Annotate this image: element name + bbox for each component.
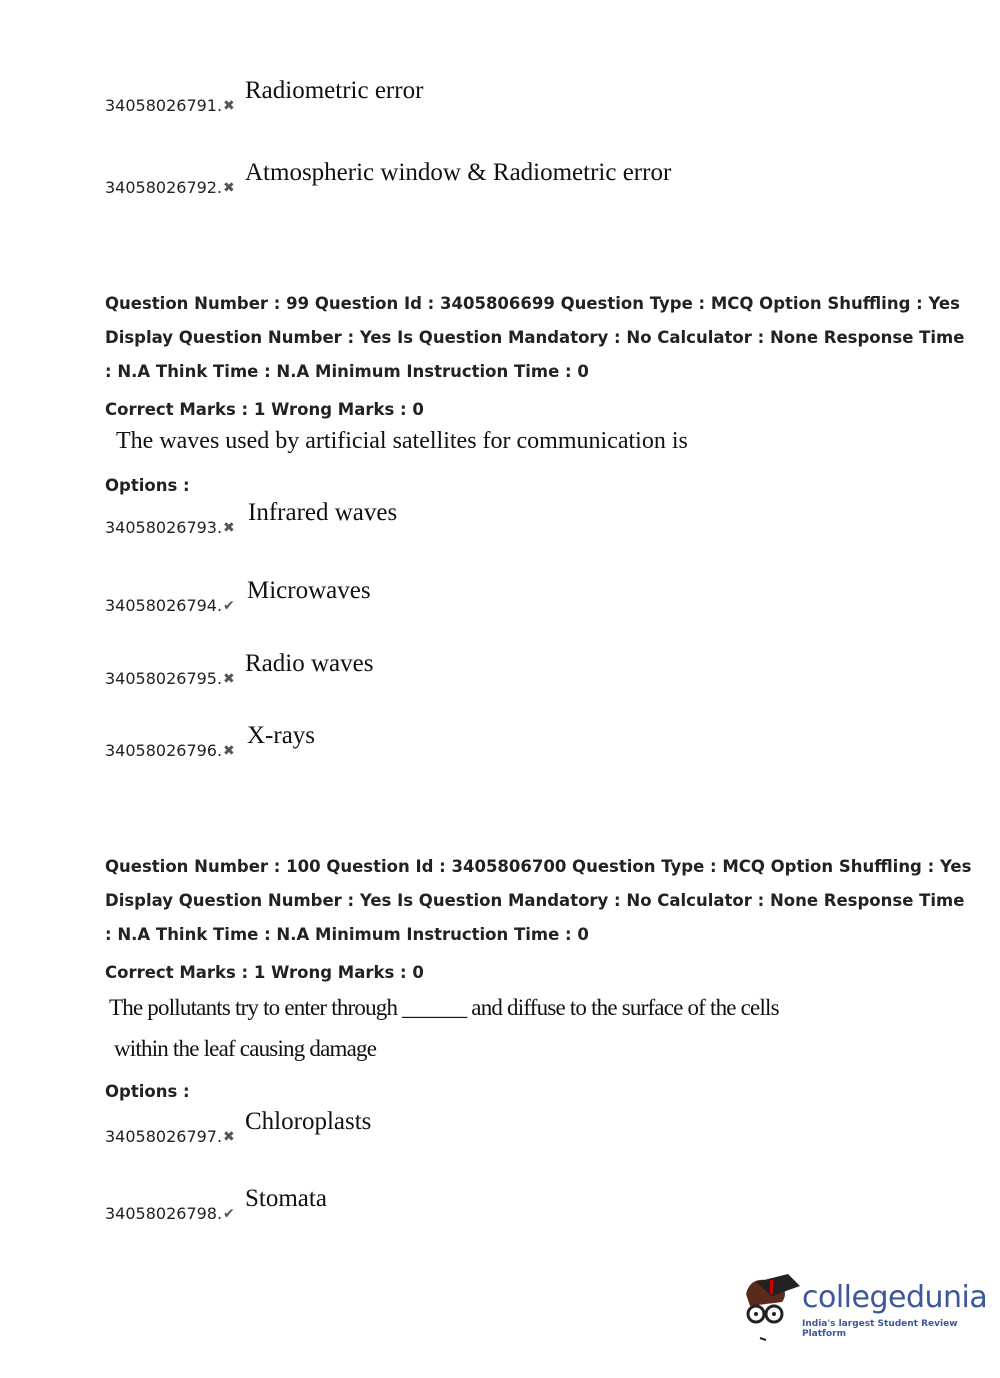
option-id: 34058026797. — [105, 1127, 223, 1146]
option-id: 34058026795. — [105, 669, 223, 688]
question-meta: Question Number : 99 Question Id : 3405806699 Question Type : MCQ Option Shuffling : Yes — [105, 294, 960, 313]
wrong-mark-icon: ✖ — [223, 98, 235, 114]
wrong-mark-icon: ✖ — [223, 520, 235, 536]
options-label: Options : — [105, 1082, 190, 1101]
question-meta: Question Number : 100 Question Id : 3405806700 Question Type : MCQ Option Shuffling : Yes — [105, 857, 972, 876]
question-meta: Display Question Number : Yes Is Question Mandatory : No Calculator : None Response Time — [105, 328, 965, 347]
option-id: 34058026794. — [105, 596, 223, 615]
collegedunia-logo — [742, 1272, 988, 1342]
logo-tagline: India's largest Student Review Platform — [802, 1319, 958, 1339]
option-text: Radio waves — [245, 650, 374, 677]
option-row — [105, 1183, 805, 1223]
question-meta: Display Question Number : Yes Is Question Mandatory : No Calculator : None Response Time — [105, 891, 965, 910]
mascot-icon — [742, 1272, 800, 1342]
question-text: The waves used by artificial satellites for communication is — [116, 428, 688, 454]
option-id: 34058026796. — [105, 741, 223, 760]
question-text: within the leaf causing damage — [114, 1036, 377, 1061]
option-id: 34058026793. — [105, 518, 223, 537]
wrong-mark-icon: ✖ — [223, 180, 235, 196]
question-meta: : N.A Think Time : N.A Minimum Instruction Time : 0 — [105, 362, 589, 381]
option-text: Microwaves — [247, 577, 371, 604]
question-meta: : N.A Think Time : N.A Minimum Instruction Time : 0 — [105, 925, 589, 944]
logo-name: collegedunia — [802, 1280, 988, 1315]
option-row — [105, 575, 805, 615]
question-text: The pollutants try to enter through ______ and diffuse to the surface of the cells — [109, 995, 779, 1020]
option-id: 34058026792. — [105, 178, 223, 197]
option-text: X-rays — [247, 722, 316, 749]
correct-check-icon: ✔ — [223, 598, 235, 614]
option-text: Infrared waves — [248, 499, 398, 526]
option-row — [105, 1106, 805, 1146]
option-row — [105, 75, 805, 115]
option-text: Radiometric error — [245, 77, 424, 104]
question-marks: Correct Marks : 1 Wrong Marks : 0 — [105, 963, 424, 982]
option-row — [105, 648, 805, 688]
wrong-mark-icon: ✖ — [223, 743, 235, 759]
wrong-mark-icon: ✖ — [223, 671, 235, 687]
option-row — [105, 157, 805, 197]
option-text: Chloroplasts — [245, 1108, 372, 1135]
option-id: 34058026791. — [105, 96, 223, 115]
correct-check-icon: ✔ — [223, 1206, 235, 1222]
option-row — [105, 720, 805, 760]
wrong-mark-icon: ✖ — [223, 1129, 235, 1145]
option-text: Atmospheric window & Radiometric error — [245, 159, 672, 186]
options-label: Options : — [105, 476, 190, 495]
option-row — [105, 497, 805, 537]
question-marks: Correct Marks : 1 Wrong Marks : 0 — [105, 400, 424, 419]
option-text: Stomata — [245, 1185, 327, 1212]
option-id: 34058026798. — [105, 1204, 223, 1223]
